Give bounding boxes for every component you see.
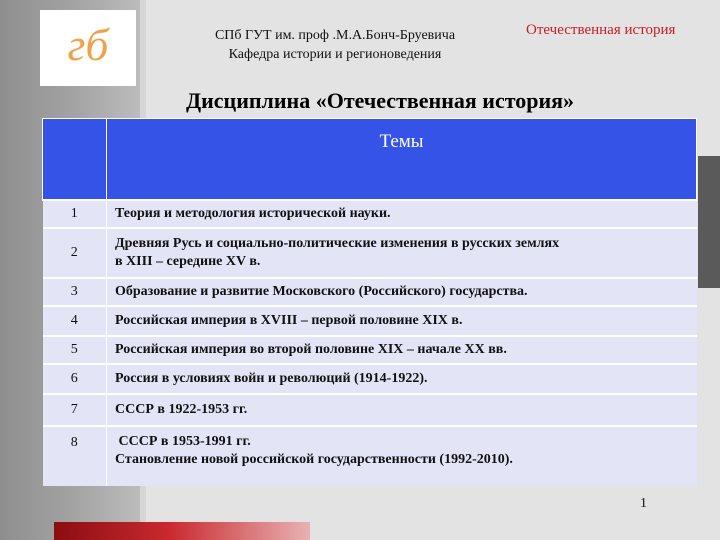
row-number: 8 [43,426,107,486]
row-topic [107,306,697,336]
row-topic [107,364,697,394]
table-row [43,306,697,336]
row-number: 1 [43,200,107,228]
row-number: 7 [43,394,107,426]
topic-line: Становление новой российской государственности (1992-2010). [115,452,513,467]
topic-line: СССР в 1922-1953 гг. [115,402,248,417]
table-row [43,200,697,228]
topics-table [42,118,697,486]
svg-text:гб: гб [67,19,109,70]
course-tag: Отечественная история [526,22,676,38]
row-number: 2 [43,228,107,278]
row-topic [107,394,697,426]
table-header-row [43,119,697,201]
university-name [160,26,510,64]
right-decorative-bar [698,156,720,288]
row-topic [107,228,697,278]
table-row [43,336,697,364]
topic-line: Теория и методология исторической науки. [115,206,391,221]
row-number: 4 [43,306,107,336]
university-line-2: Кафедра истории и регионоведения [228,47,442,62]
row-number: 3 [43,278,107,306]
row-topic [107,200,697,228]
topic-line: в XIII – середине XV в. [115,254,261,269]
topic-line: Российская империя во второй половине XIX – начале XX вв. [115,342,507,357]
table-row [43,426,697,486]
table-row [43,278,697,306]
university-logo [40,10,136,86]
table-row [43,228,697,278]
footer-red-bar [54,522,310,540]
header-number-cell [43,119,107,201]
table-row [43,364,697,394]
page-number: 1 [640,496,647,511]
row-topic [107,426,697,486]
row-topic [107,278,697,306]
logo-monogram-icon [40,10,136,86]
university-line-1: СПб ГУТ им. проф .М.А.Бонч-Бруевича [214,28,456,43]
row-topic [107,336,697,364]
table-row [43,394,697,426]
topic-line: Российская империя в XVIII – первой половине XIX в. [115,313,463,328]
header-topics-cell: Темы [107,119,697,201]
topic-line: Древняя Русь и социально-политические изменения в русских землях [115,236,560,251]
row-number: 5 [43,336,107,364]
discipline-title: Дисциплина «Отечественная история» [185,88,575,113]
topic-line: Россия в условиях войн и революций (1914-1922). [115,371,428,386]
topic-line: СССР в 1953-1991 гг. [115,434,251,449]
topic-line: Образование и развитие Московского (Российского) государства. [115,284,528,299]
row-number: 6 [43,364,107,394]
slide-header [0,0,720,88]
